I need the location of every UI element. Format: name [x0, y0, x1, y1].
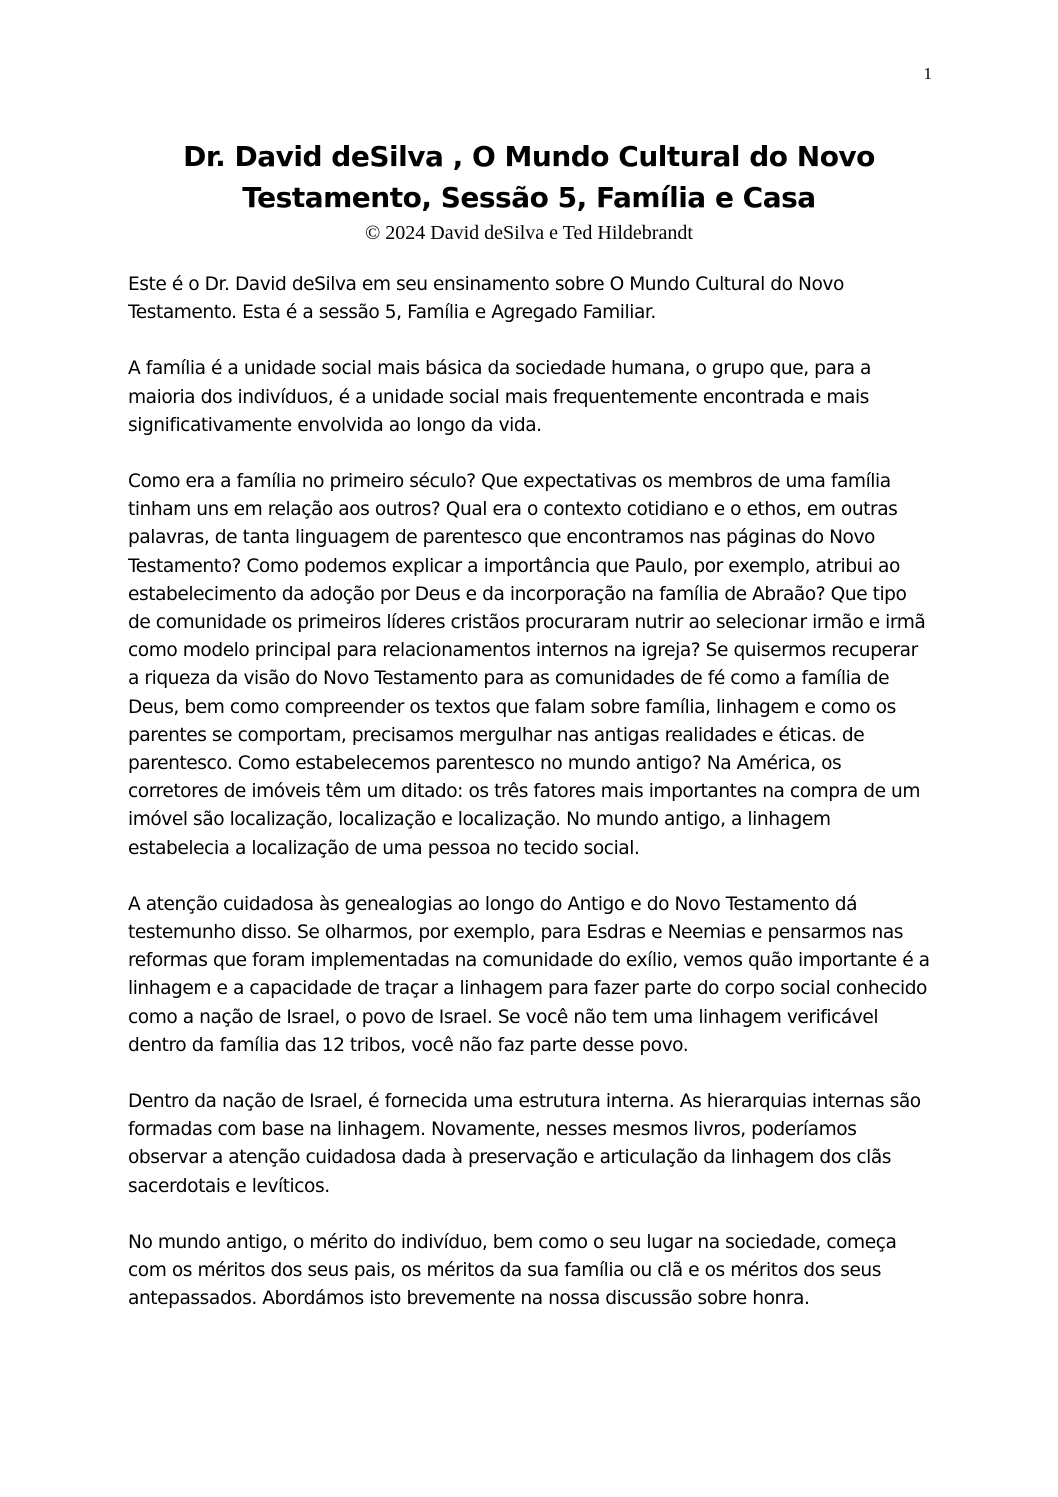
paragraph: Dentro da nação de Israel, é fornecida uma estrutura interna. As hierarquias internas são formadas com base na linhagem. Novamente, nesses mesmos livros, poderíamos observar a atenção cuidadosa dada à preservação e articulação da linhagem dos clãs sacerdotais e levíticos. [128, 1091, 921, 1197]
copyright-line: © 2024 David deSilva e Ted Hildebrandt [365, 222, 693, 244]
body-text [128, 271, 932, 1342]
page-number: 1 [923, 64, 932, 83]
paragraph: A atenção cuidadosa às genealogias ao longo do Antigo e do Novo Testamento dá testemunho disso. Se olharmos, por exemplo, para Esdras e Neemias e pensarmos nas reformas que foram implementadas na comunidade do exílio, vemos quão importante é a linhagem e a capacidade de traçar a linhagem para fazer parte do corpo social conhecido como a nação de Israel, o povo de Israel. Se você não tem uma linhagem verificável dentro da família das 12 tribos, você não faz parte desse povo. [128, 893, 930, 1056]
paragraph: Como era a família no primeiro século? Que expectativas os membros de uma família tinham uns em relação aos outros? Qual era o contexto cotidiano e o ethos, em outras palavras, de tanta linguagem de parentesco que encontramos nas páginas do Novo Testamento? Como podemos explicar a importância que Paulo, por exemplo, atribui ao estabelecimento da adoção por Deus e da incorporação na família de Abraão? Que tipo de comunidade os primeiros líderes cristãos procuraram nutrir ao selecionar irmão e irmã como modelo principal para relacionamentos internos na igreja? Se quisermos recuperar a riqueza da visão do Novo Testamento para as comunidades de fé como a família de Deus, bem como compreender os textos que falam sobre família, linhagem e como os parentes se comportam, precisamos mergulhar nas antigas realidades e éticas. de parentesco. Como estabelecemos parentesco no mundo antigo? Na América, os corretores de imóveis têm um ditado: os três fatores mais importantes na compra de um imóvel são localização, localização e localização. No mundo antigo, a linhagem estabelecia a localização de uma pessoa no tecido social. [128, 471, 926, 859]
paragraph: Este é o Dr. David deSilva em seu ensinamento sobre O Mundo Cultural do Novo Testamento. Esta é a sessão 5, Família e Agregado Familiar. [128, 274, 844, 324]
paragraph: No mundo antigo, o mérito do indivíduo, bem como o seu lugar na sociedade, começa com os méritos dos seus pais, os méritos da sua família ou clã e os méritos dos seus antepassados. Abordámos isto brevemente na nossa discussão sobre honra. [128, 1231, 897, 1310]
document-title: Dr. David deSilva , O Mundo Cultural do Novo Testamento, Sessão 5, Família e Casa [183, 140, 875, 214]
paragraph: A família é a unidade social mais básica da sociedade humana, o grupo que, para a maioria dos indivíduos, é a unidade social mais frequentemente encontrada e mais significativamente envolvida ao longo da vida. [128, 358, 871, 436]
